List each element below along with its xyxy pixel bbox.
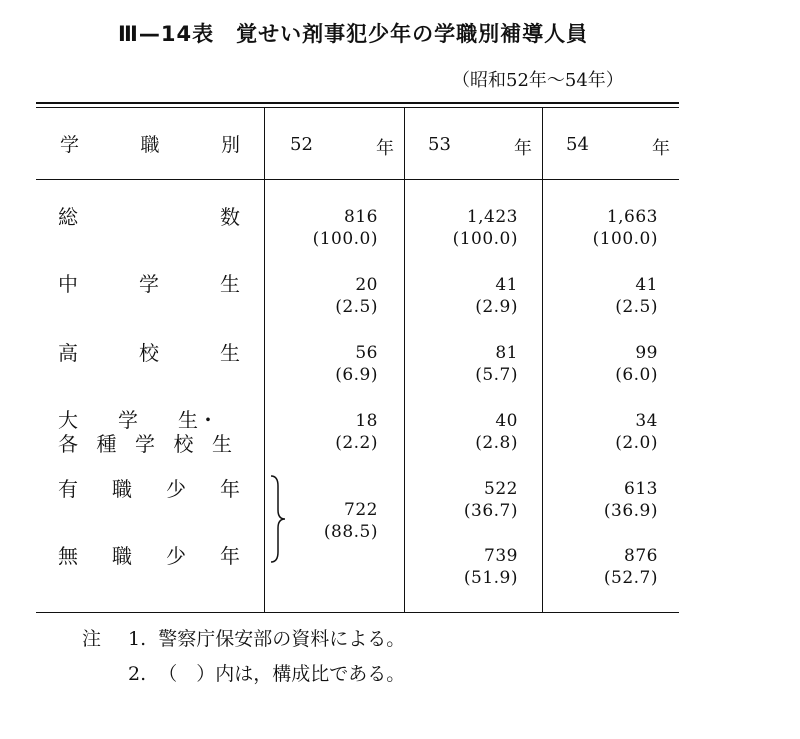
bottom-rule bbox=[36, 612, 679, 613]
header-category: 学 職 別 bbox=[60, 134, 240, 156]
cell-total-54: 1,663 (100.0) bbox=[592, 207, 658, 249]
header-rule bbox=[36, 179, 679, 180]
row-label-total: 総 数 bbox=[58, 205, 240, 229]
row-label-high-school: 高 校 生 bbox=[58, 341, 240, 365]
cell-total-53: 1,423 (100.0) bbox=[452, 207, 518, 249]
row-label-employed: 有 職 少 年 bbox=[58, 477, 240, 501]
cell-high-school-52: 56 (6.9) bbox=[335, 343, 378, 385]
cell-university-53: 40 (2.8) bbox=[475, 411, 518, 453]
cell-total-52: 816 (100.0) bbox=[312, 207, 378, 249]
cell-junior-high-52: 20 (2.5) bbox=[335, 275, 378, 317]
cell-university-54: 34 (2.0) bbox=[615, 411, 658, 453]
cell-junior-high-54: 41 (2.5) bbox=[615, 275, 658, 317]
note-label: 注 bbox=[82, 628, 102, 650]
note-1: 1. 警察庁保安部の資料による。 bbox=[128, 628, 406, 650]
table-period: （昭和52年〜54年） bbox=[452, 70, 624, 91]
table-title: Ⅲ—14表 覚せい剤事犯少年の学職別補導人員 bbox=[118, 22, 589, 46]
top-rule-thin bbox=[36, 107, 679, 108]
cell-employed-53: 522 (36.7) bbox=[463, 479, 518, 521]
cell-unemployed-53: 739 (51.9) bbox=[463, 546, 518, 588]
header-year-54: 54 年 bbox=[566, 134, 670, 159]
cell-combined-52: 722 (88.5) bbox=[323, 500, 378, 542]
top-rule-thick bbox=[36, 102, 679, 104]
row-label-unemployed: 無 職 少 年 bbox=[58, 544, 240, 568]
cell-unemployed-54: 876 (52.7) bbox=[603, 546, 658, 588]
cell-junior-high-53: 41 (2.9) bbox=[475, 275, 518, 317]
cell-high-school-54: 99 (6.0) bbox=[615, 343, 658, 385]
cell-high-school-53: 81 (5.7) bbox=[475, 343, 518, 385]
cell-university-52: 18 (2.2) bbox=[335, 411, 378, 453]
row-label-university: 大 学 生・ 各 種 学 校 生 bbox=[58, 408, 232, 456]
note-2: 2. （ ）内は，構成比である。 bbox=[128, 663, 406, 685]
cell-employed-54: 613 (36.9) bbox=[603, 479, 658, 521]
header-year-53: 53 年 bbox=[428, 134, 532, 159]
header-year-52: 52 年 bbox=[290, 134, 394, 159]
row-label-junior-high: 中 学 生 bbox=[58, 272, 240, 296]
